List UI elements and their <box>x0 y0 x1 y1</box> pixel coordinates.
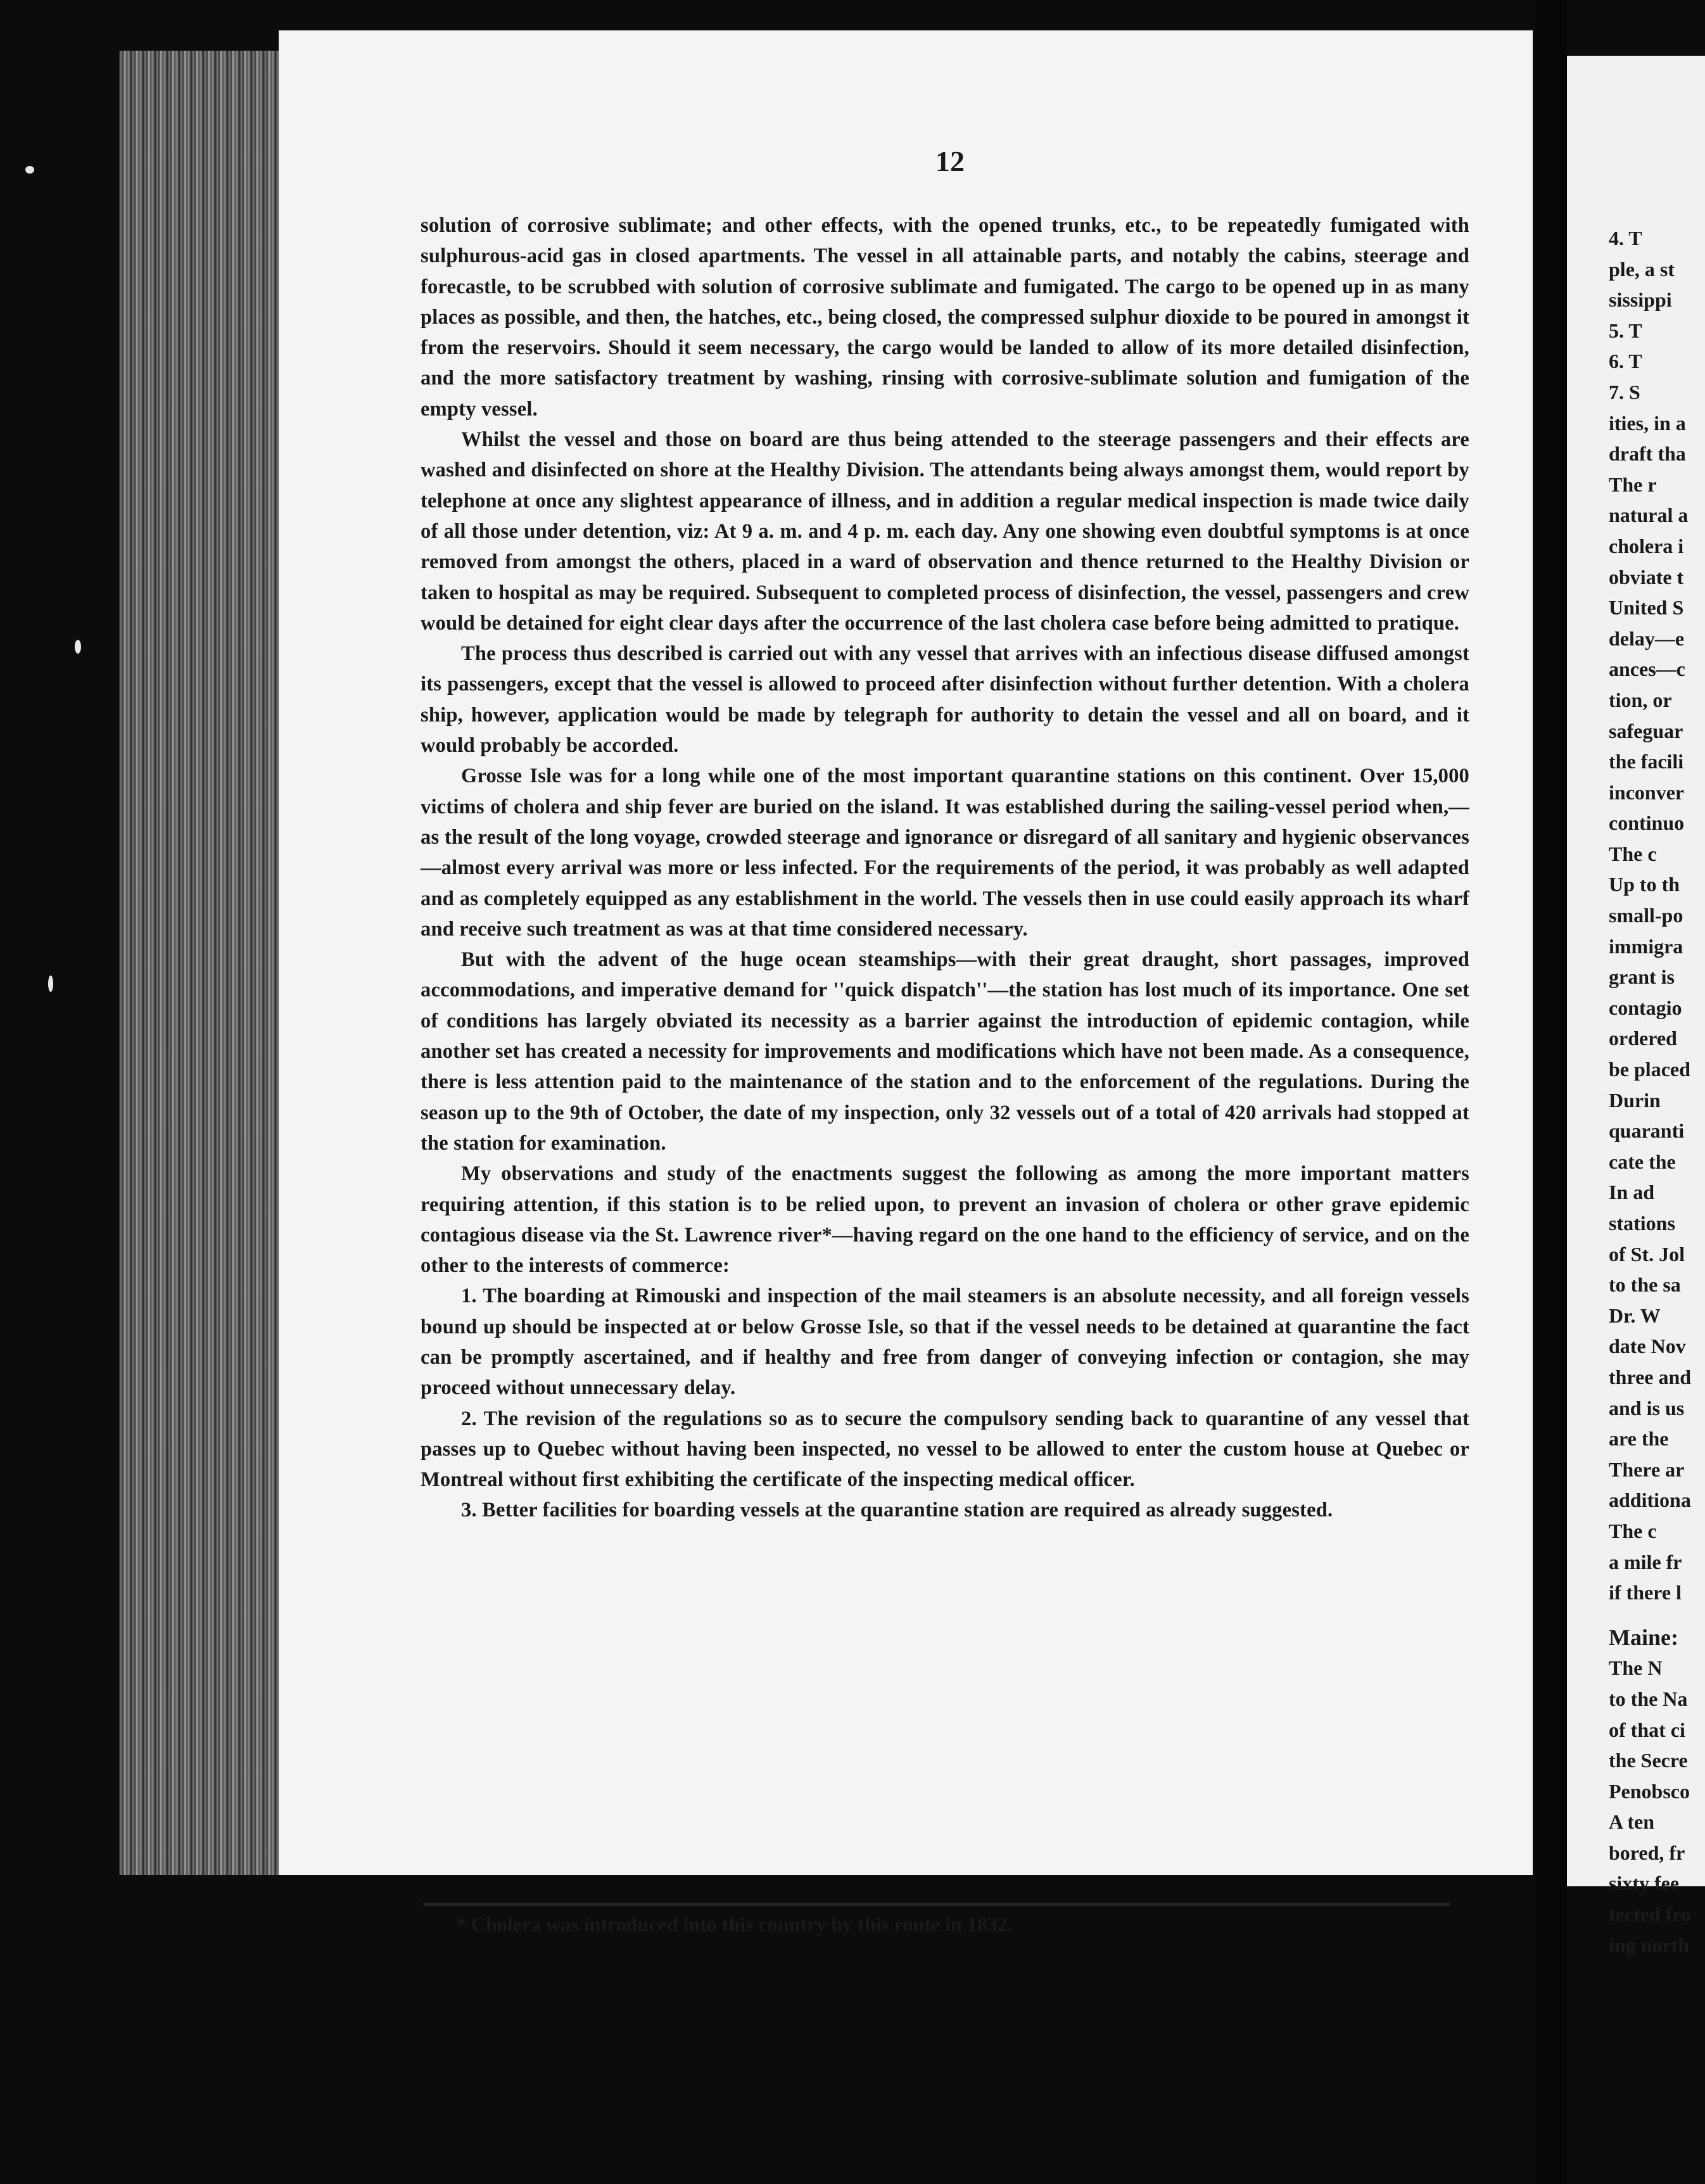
facing-page-line: continuo <box>1609 811 1685 835</box>
facing-page-line: obviate t <box>1609 565 1684 588</box>
facing-page-line: delay—e <box>1609 626 1685 650</box>
facing-page-line: 7. S <box>1609 380 1640 403</box>
paragraph: But with the advent of the huge ocean steamships—with their great draught, short passages, improved accommodations, and imperative demand for ''quick dispatch''—the station has lost much of its importance. One set of conditions has largely obviated its necessity as a barrier against the introduction of epidemic contagion, while another set has created a necessity for improvements and modifications which have not been made. As a consequence, there is less attention paid to the maintenance of the station and to the enforcement of the regulations. During the season up to the 9th of October, the date of my inspection, only 32 vessels out of a total of 420 arrivals had stopped at the station for examination. <box>421 948 1469 1155</box>
facing-page-line: ities, in a <box>1609 411 1686 435</box>
facing-page-line: tected fro <box>1609 1903 1691 1926</box>
facing-page-line: immigra <box>1609 934 1683 958</box>
facing-page-line: safeguar <box>1609 719 1683 742</box>
facing-page-line: ing north <box>1609 1933 1690 1957</box>
page-number: 12 <box>935 145 965 177</box>
facing-page-line: sixty fee <box>1609 1872 1680 1895</box>
footnote-rule <box>423 1903 1450 1906</box>
facing-page-line: cholera i <box>1609 534 1684 557</box>
facing-page-line: ordered <box>1609 1027 1677 1050</box>
facing-page-line: a mile fr <box>1609 1550 1682 1573</box>
paragraph: solution of corrosive sublimate; and other effects, with the opened trunks, etc., to be repeatedly fumigated with sulphurous-acid gas in closed apartments. The vessel in all attainable parts, and notably the cabins, steerage and forecastle, to be scrubbed with solution of corrosive sublimate and fumigated. The cargo to be opened up in as many places as possible, and then, the hatches, etc., being closed, the compressed sulphur dioxide to be poured in amongst it from the reservoirs. Should it seem necessary, the cargo would be landed to allow of its more detailed disinfection, and the more satisfactory treatment by washing, rinsing with corrosive-sublimate solution and fumigation of the empty vessel. <box>421 214 1469 421</box>
facing-page-line: There ar <box>1609 1457 1685 1481</box>
paragraph: My observations and study of the enactments suggest the following as among the more important matters requiring attention, if this station is to be relied upon, to prevent an invasion of cholera or other grave epidemic contagious disease via the St. Lawrence river*—having regard on the one hand to the efficiency of service, and on the other to the interests of commerce: <box>421 1162 1469 1278</box>
facing-page-line: grant is <box>1609 965 1675 989</box>
facing-page-line: are the <box>1609 1427 1669 1451</box>
facing-page-text <box>1609 223 1705 1960</box>
speck <box>75 640 81 654</box>
facing-page-line: Durin <box>1609 1088 1661 1112</box>
book-gutter <box>1535 0 1567 2184</box>
paragraph: Grosse Isle was for a long while one of the most important quarantine stations on this continent. Over 15,000 victims of cholera and ship fever are buried on the island. It was established during the sailing-vessel period when,—as the result of the long voyage, crowded steerage and ignorance or disregard of all sanitary and hygienic observances—almost every arrival was more or less infected. For the requirements of the period, it was probably as well adapted and as completely equipped as any establishment in the world. The vessels then in use could easily approach its wharf and receive such treatment as was at that time considered necessary. <box>421 765 1469 941</box>
facing-page-line: United S <box>1609 596 1684 619</box>
facing-page-line: A ten <box>1609 1810 1654 1834</box>
facing-page-line: Maine: <box>1609 1624 1678 1650</box>
facing-page-line: In ad <box>1609 1181 1655 1204</box>
footnote: * Cholera was introduced into this country by this route in 1832. <box>456 1913 1013 1936</box>
facing-page-line: The c <box>1609 1519 1657 1542</box>
body-text <box>421 210 1469 1526</box>
facing-page-line: Up to th <box>1609 873 1680 896</box>
list-item: 2. The revision of the regulations so as to secure the compulsory sending back to quarantine of any vessel that passes up to Quebec without having been inspected, no vessel to be allowed to enter the custom house at Quebec or Montreal without first exhibiting the certificate of the inspecting medical officer. <box>421 1407 1469 1492</box>
facing-page-line: inconver <box>1609 780 1685 804</box>
facing-page-line: ances—c <box>1609 657 1685 681</box>
paragraph: The process thus described is carried out with any vessel that arrives with an infectious disease diffused amongst its passengers, except that the vessel is allowed to proceed after disinfection without further detention. With a cholera ship, however, application would be made by telegraph for authority to detain the vessel and all on board, and it would probably be accorded. <box>421 642 1469 758</box>
facing-page-line: the Secre <box>1609 1749 1688 1772</box>
facing-page-line: to the sa <box>1609 1273 1681 1297</box>
facing-page-line: of that ci <box>1609 1718 1685 1741</box>
facing-page-line: The r <box>1609 473 1657 496</box>
facing-page-line: to the Na <box>1609 1687 1688 1710</box>
facing-page-line: contagio <box>1609 996 1682 1019</box>
facing-page-line: natural a <box>1609 504 1689 527</box>
speck <box>25 166 34 174</box>
facing-page-line: tion, or <box>1609 688 1672 711</box>
facing-page-line: Dr. W <box>1609 1304 1661 1327</box>
facing-page-line: bored, fr <box>1609 1841 1685 1864</box>
list-item: 3. Better facilities for boarding vessels at the quarantine station are required as already suggested. <box>461 1499 1333 1522</box>
facing-page-line: draft tha <box>1609 442 1686 466</box>
facing-page-line: The N <box>1609 1656 1663 1680</box>
facing-page-line: small-po <box>1609 904 1683 927</box>
facing-page-line: ple, a st <box>1609 257 1675 281</box>
paragraph: Whilst the vessel and those on board are thus being attended to the steerage passengers and their effects are washed and disinfected on shore at the Healthy Division. The attendants being always amongst them, would report by telephone at once any slightest appearance of illness, and in addition a regular medical inspection is made twice daily of all those under detention, viz: At 9 a. m. and 4 p. m. each day. Any one showing even doubtful symptoms is at once removed from amongst the others, placed in a ward of observation and thence returned to the Healthy Division or taken to hospital as may be required. Subsequent to completed process of disinfection, the vessel, passengers and crew would be detained for eight clear days after the occurrence of the last cholera case before being admitted to pratique. <box>421 428 1469 635</box>
facing-page-line: sissippi <box>1609 288 1672 312</box>
facing-page-line: and is us <box>1609 1396 1685 1419</box>
facing-page-line: 4. T <box>1609 227 1642 250</box>
facing-page-line: the facili <box>1609 750 1684 773</box>
facing-page-line: Penobsco <box>1609 1779 1690 1803</box>
recommendation-list <box>421 1281 1469 1525</box>
list-item: 1. The boarding at Rimouski and inspection of the mail steamers is an absolute necessity, and all foreign vessels bound up should be inspected at or below Grosse Isle, so that if the vessel needs to be detained at quarantine the fact can be promptly ascertained, and if healthy and free from danger of conveying infection or contagion, she may proceed without unnecessary delay. <box>421 1285 1469 1400</box>
facing-page-line: cate the <box>1609 1150 1676 1173</box>
facing-page-line: quaranti <box>1609 1119 1685 1143</box>
facing-page-line: The c <box>1609 842 1657 865</box>
facing-page-line: three and <box>1609 1365 1692 1388</box>
speck <box>48 975 53 992</box>
book-edge-strip <box>119 51 284 1875</box>
facing-page-line: be placed <box>1609 1058 1690 1081</box>
facing-page-line: additiona <box>1609 1489 1691 1512</box>
facing-page-line: date Nov <box>1609 1335 1686 1358</box>
facing-page-line: 5. T <box>1609 319 1642 342</box>
facing-page-line: stations <box>1609 1212 1675 1235</box>
facing-page-line: 6. T <box>1609 350 1642 373</box>
facing-page-line: if there l <box>1609 1581 1682 1604</box>
facing-page-line: of St. Jol <box>1609 1242 1685 1266</box>
